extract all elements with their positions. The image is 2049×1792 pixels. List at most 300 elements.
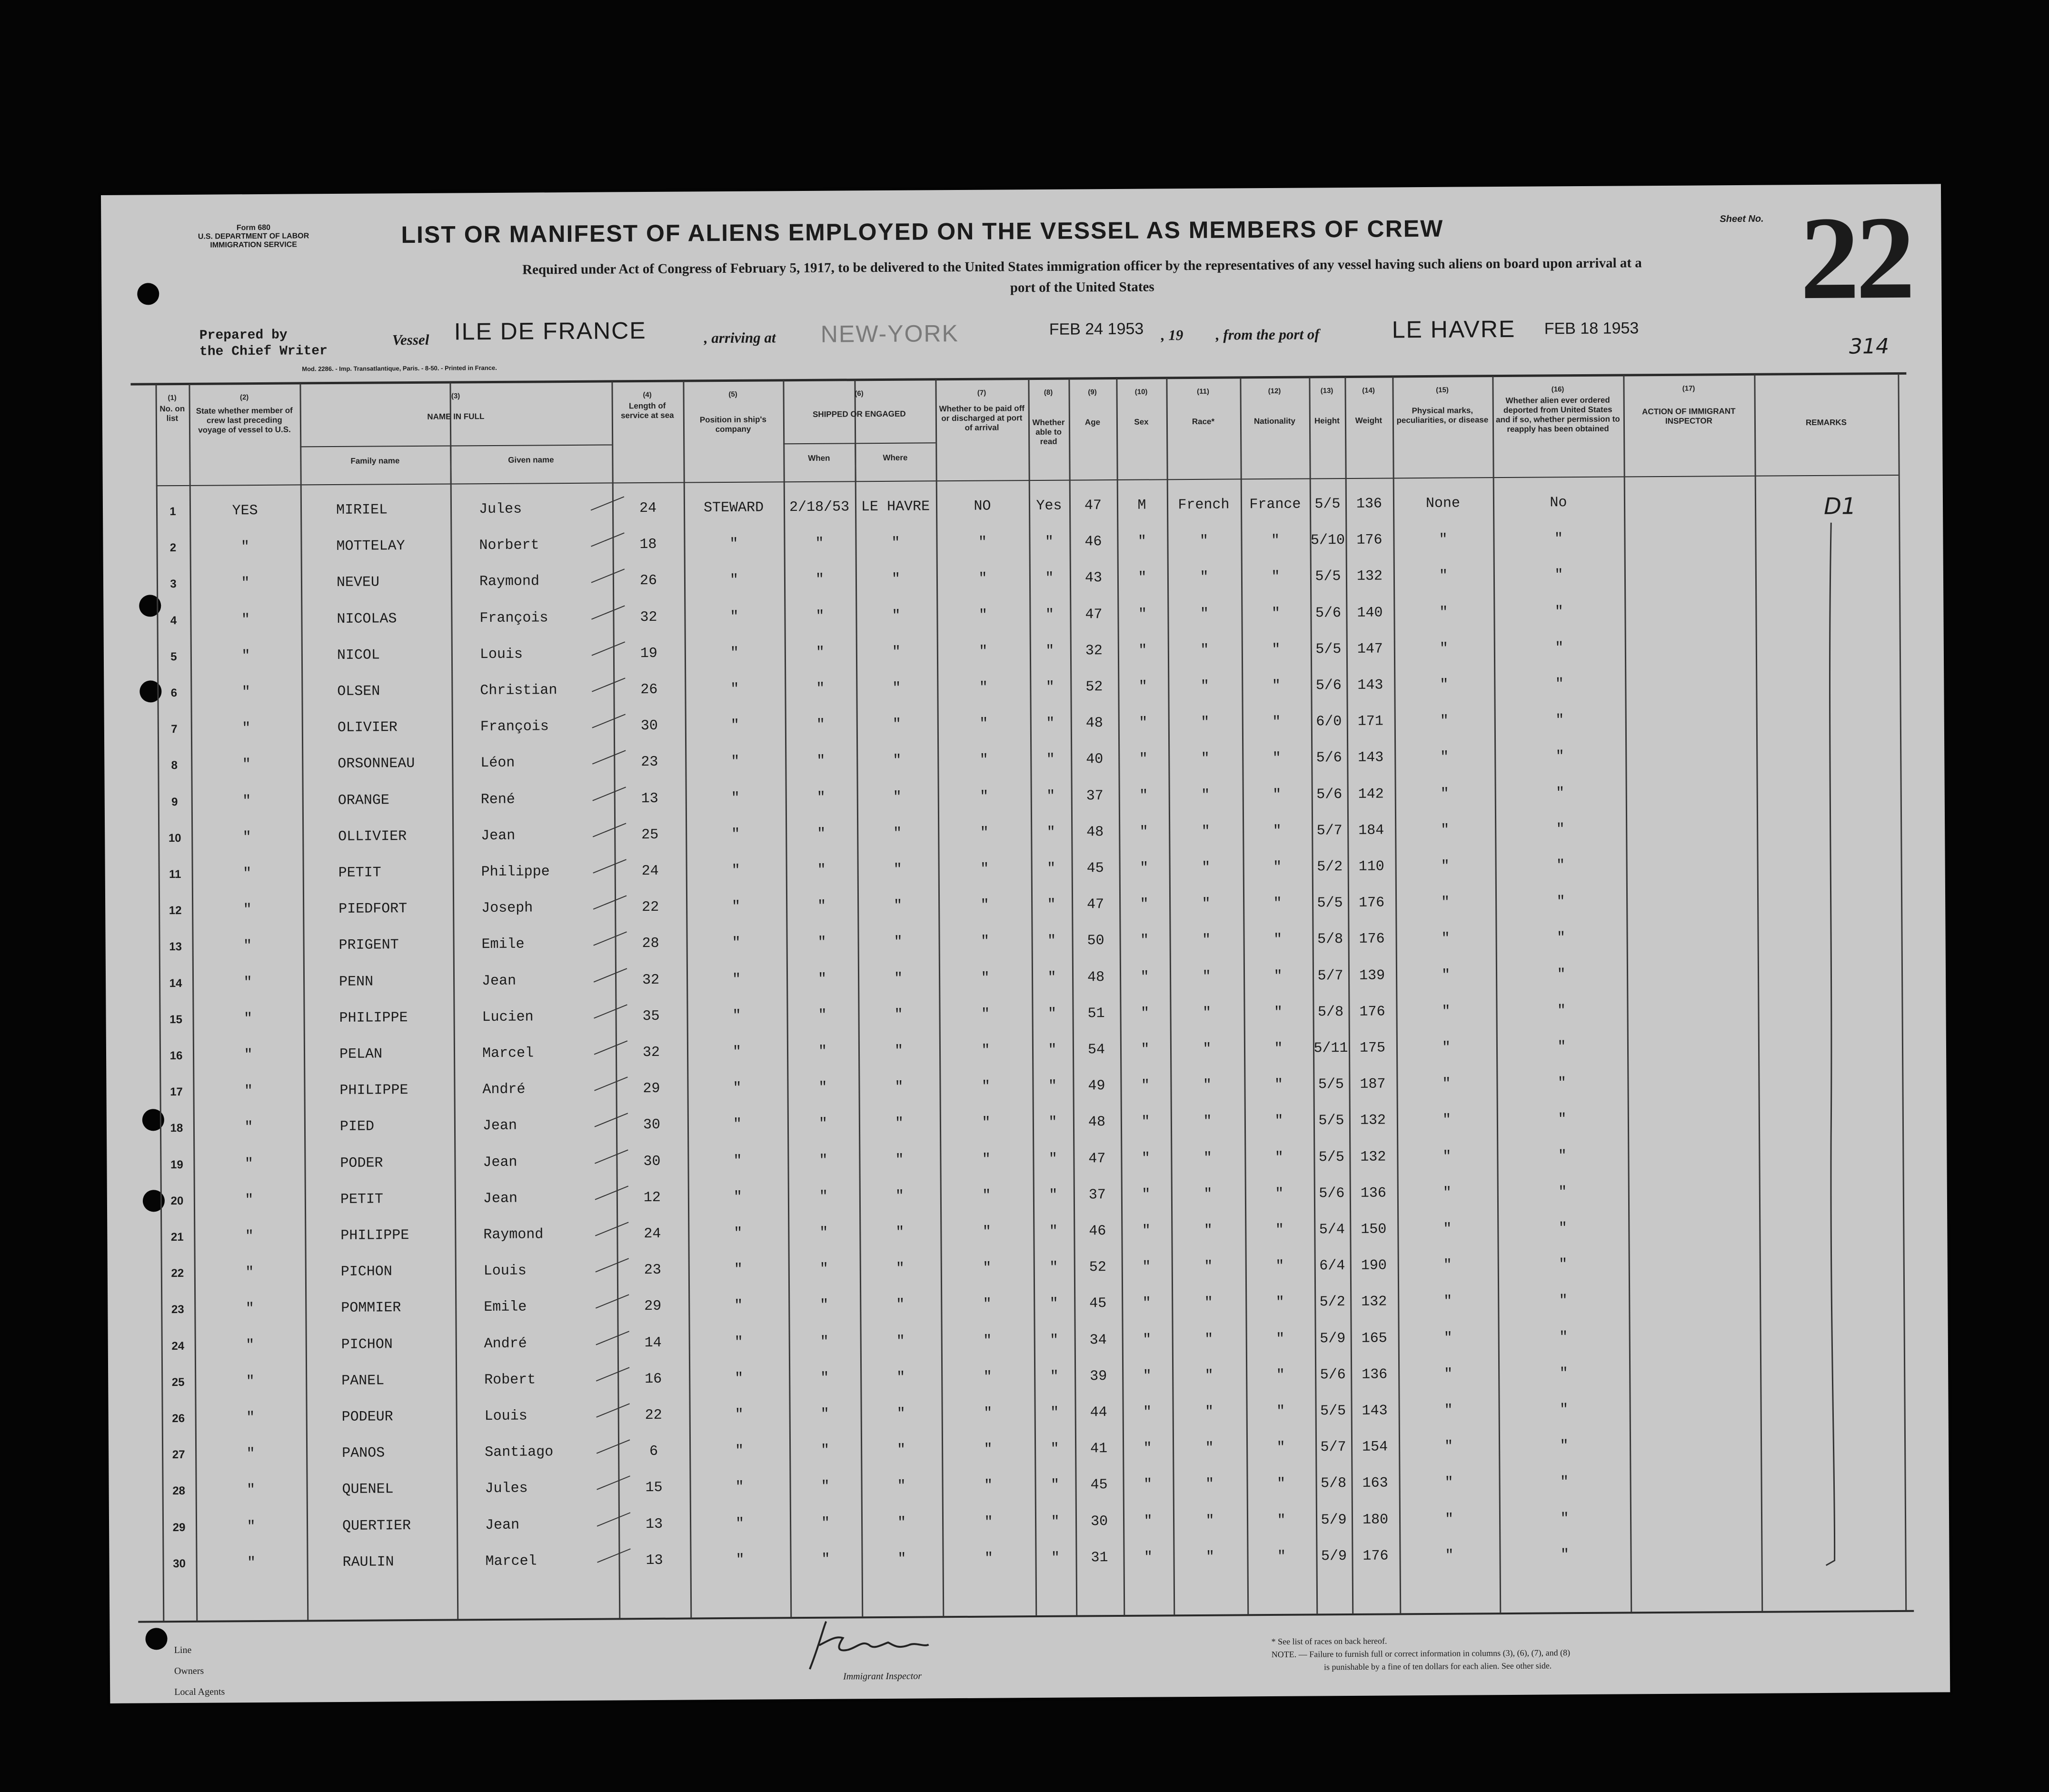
column-number: (2) <box>239 393 249 402</box>
length-of-service: 35 <box>642 1008 660 1025</box>
height: 5/5 <box>1314 496 1341 513</box>
remarks-mark: D1 <box>1823 493 1856 520</box>
length-of-service: 14 <box>644 1334 662 1352</box>
shipped-when: " <box>816 644 825 661</box>
nationality: " <box>1273 823 1282 839</box>
weight: 136 <box>1360 1185 1386 1202</box>
height: 5/10 <box>1310 532 1345 549</box>
row-number: 20 <box>170 1194 184 1208</box>
able-to-read: " <box>1050 1477 1060 1493</box>
ever-deported: " <box>1558 1111 1567 1128</box>
column-rule <box>1392 377 1401 1613</box>
ever-deported: " <box>1556 930 1566 946</box>
row-number: 15 <box>169 1013 183 1026</box>
column-rule <box>683 381 692 1618</box>
height: 5/11 <box>1313 1040 1348 1057</box>
ever-deported: " <box>1557 1003 1566 1019</box>
family-name: ORSONNEAU <box>338 755 415 772</box>
check-tick <box>591 1328 634 1348</box>
shipped-when: " <box>817 862 826 878</box>
nationality: " <box>1275 1258 1284 1274</box>
given-name: Joseph <box>481 900 533 917</box>
column-number: (1) <box>168 394 177 402</box>
given-name: Louis <box>484 1408 527 1425</box>
position: " <box>729 536 738 552</box>
row-number: 21 <box>170 1230 184 1244</box>
sex: " <box>1142 1259 1151 1275</box>
height: 5/6 <box>1320 1367 1346 1384</box>
column-header: Height <box>1314 416 1340 426</box>
year-label: , 19 <box>1161 327 1184 344</box>
signature-caption: Immigrant Inspector <box>843 1671 922 1682</box>
able-to-read: " <box>1047 933 1056 949</box>
race: " <box>1200 678 1209 695</box>
position: " <box>734 1334 743 1351</box>
ever-deported: " <box>1560 1547 1570 1563</box>
given-name: Christian <box>480 682 557 699</box>
family-name: PRIGENT <box>338 937 399 954</box>
height: 5/6 <box>1319 1185 1345 1202</box>
sex: " <box>1142 1223 1151 1239</box>
weight: 176 <box>1363 1548 1389 1564</box>
paid-off: NO <box>974 498 991 515</box>
physical-marks: " <box>1442 1039 1451 1056</box>
length-of-service: 32 <box>642 1044 660 1061</box>
member-last-voyage: " <box>243 902 252 918</box>
family-name: QUERTIER <box>342 1518 411 1534</box>
check-tick <box>587 747 630 767</box>
shipped-when: " <box>816 717 825 733</box>
height: 5/5 <box>1317 895 1343 912</box>
able-to-read: " <box>1049 1223 1058 1240</box>
shipped-where: " <box>895 1260 905 1277</box>
given-name: François <box>479 610 548 627</box>
family-name: OLSEN <box>337 683 380 700</box>
length-of-service: 28 <box>642 935 659 952</box>
position: " <box>735 1443 744 1459</box>
family-name: QUENEL <box>342 1481 394 1498</box>
nationality: " <box>1277 1548 1286 1565</box>
given-name: Robert <box>484 1372 536 1389</box>
race: " <box>1204 1222 1213 1239</box>
race: " <box>1201 750 1210 767</box>
physical-marks: " <box>1442 1003 1451 1020</box>
able-to-read: " <box>1046 751 1055 768</box>
prepared-by: Prepared by the Chief Writer <box>199 328 328 359</box>
length-of-service: 16 <box>645 1371 662 1388</box>
check-tick <box>586 494 629 513</box>
column-header: Length of service at sea <box>621 401 674 420</box>
length-of-service: 22 <box>642 899 659 916</box>
age: 34 <box>1089 1332 1107 1349</box>
check-tick <box>587 675 630 695</box>
column-rule <box>1754 375 1763 1612</box>
from-label: , from the port of <box>1215 326 1320 343</box>
sex: M <box>1137 497 1146 514</box>
family-name: NEVEU <box>336 574 380 591</box>
row-number: 17 <box>170 1085 183 1099</box>
age: 52 <box>1085 679 1103 696</box>
paid-off: " <box>984 1477 993 1494</box>
check-tick <box>591 1292 634 1311</box>
age: 47 <box>1088 1151 1106 1167</box>
family-name: PELAN <box>339 1046 383 1063</box>
race: " <box>1205 1440 1214 1456</box>
punch-hole <box>145 1628 167 1650</box>
weight: 147 <box>1357 641 1383 657</box>
shipped-when: " <box>820 1297 829 1314</box>
weight: 165 <box>1361 1330 1387 1347</box>
member-last-voyage: " <box>246 1446 255 1463</box>
physical-marks: " <box>1444 1402 1453 1419</box>
shipped-where: " <box>896 1296 905 1313</box>
age: 32 <box>1085 643 1103 659</box>
ever-deported: " <box>1555 748 1564 765</box>
check-tick <box>592 1546 635 1565</box>
shipped-where: " <box>891 571 901 587</box>
position: " <box>731 862 740 879</box>
family-name: PODER <box>340 1155 383 1172</box>
paid-off: " <box>979 643 988 660</box>
shipped-where: " <box>897 1478 906 1494</box>
paid-off: " <box>981 970 990 986</box>
shipped-when: " <box>818 1079 827 1096</box>
weight: 132 <box>1360 1112 1386 1129</box>
age: 45 <box>1090 1477 1108 1493</box>
age: 47 <box>1084 498 1102 514</box>
given-name: Louis <box>479 646 523 663</box>
row-number: 3 <box>170 577 177 591</box>
weight: 150 <box>1361 1221 1387 1238</box>
physical-marks: " <box>1441 894 1450 911</box>
row-number: 19 <box>170 1158 183 1172</box>
member-last-voyage: " <box>243 866 252 882</box>
given-name: Marcel <box>485 1553 537 1570</box>
shipped-when: " <box>819 1225 828 1241</box>
weight: 142 <box>1358 786 1384 803</box>
physical-marks: " <box>1441 930 1450 947</box>
shipped-where: " <box>894 970 903 987</box>
shipped-where: " <box>896 1333 905 1350</box>
family-name: PIED <box>339 1118 375 1135</box>
nationality: " <box>1276 1403 1285 1420</box>
height: 5/2 <box>1317 859 1343 876</box>
sex: " <box>1139 715 1148 731</box>
able-to-read: " <box>1048 1114 1057 1131</box>
paid-off: " <box>982 1187 991 1204</box>
age: 43 <box>1084 570 1103 587</box>
member-last-voyage: " <box>242 757 251 773</box>
column-rule <box>935 379 944 1616</box>
form-id-block: Form 680 U.S. DEPARTMENT OF LABOR IMMIGRATION SERVICE <box>198 223 309 249</box>
column-number: (13) <box>1320 387 1333 395</box>
column-number: (17) <box>1682 384 1695 393</box>
member-last-voyage: " <box>242 793 251 810</box>
length-of-service: 26 <box>640 681 658 698</box>
ever-deported: " <box>1559 1293 1568 1309</box>
given-name: Léon <box>480 755 515 772</box>
family-name: RAULIN <box>342 1554 394 1571</box>
column-header: Whether to be paid off or discharged at port of arrival <box>939 404 1025 432</box>
family-name: PENN <box>339 974 374 990</box>
family-name: PICHON <box>341 1336 393 1353</box>
nationality: " <box>1273 895 1282 912</box>
height: 5/5 <box>1315 568 1341 585</box>
shipped-where: " <box>894 897 903 914</box>
row-number: 11 <box>169 867 181 881</box>
member-last-voyage: " <box>244 1083 253 1100</box>
column-subheader: Family name <box>350 456 400 466</box>
nationality: " <box>1276 1475 1286 1492</box>
physical-marks: " <box>1439 640 1448 657</box>
age: 47 <box>1087 896 1104 913</box>
row-number: 2 <box>169 541 177 555</box>
nationality: " <box>1273 968 1283 985</box>
column-number: (12) <box>1268 387 1281 396</box>
physical-marks: " <box>1439 531 1448 548</box>
page-title: LIST OR MANIFEST OF ALIENS EMPLOYED ON THE VESSEL AS MEMBERS OF CREW <box>401 215 1444 249</box>
column-number: (5) <box>728 390 737 398</box>
height: 5/8 <box>1317 1004 1344 1021</box>
position: " <box>730 608 739 625</box>
position: " <box>731 753 740 770</box>
height: 5/5 <box>1318 1113 1344 1129</box>
nationality: " <box>1274 1040 1283 1057</box>
column-number: (10) <box>1134 388 1148 396</box>
paid-off: " <box>979 716 988 732</box>
paid-off: " <box>981 1078 991 1095</box>
inspector-signature <box>790 1616 934 1674</box>
able-to-read: " <box>1045 570 1054 587</box>
weight: 171 <box>1357 713 1383 730</box>
check-tick <box>590 1110 633 1130</box>
ever-deported: " <box>1559 1329 1568 1346</box>
shipped-when: " <box>819 1152 828 1169</box>
shipped-when: " <box>815 535 824 552</box>
shipped-when: " <box>815 571 825 588</box>
paid-off: " <box>980 825 989 841</box>
shipped-where: " <box>894 1006 903 1023</box>
paid-off: " <box>981 1006 990 1023</box>
punch-hole <box>137 283 159 305</box>
given-name: André <box>482 1081 526 1098</box>
family-name: PANOS <box>342 1445 385 1462</box>
member-last-voyage: " <box>245 1192 254 1209</box>
sex: " <box>1144 1513 1153 1530</box>
paid-off: " <box>982 1224 991 1240</box>
physical-marks: " <box>1443 1293 1452 1310</box>
shipped-where: " <box>892 607 901 624</box>
shipped-where: " <box>895 1224 905 1241</box>
check-tick <box>590 1219 633 1239</box>
column-number <box>1754 383 1898 384</box>
length-of-service: 22 <box>645 1407 662 1424</box>
paid-off: " <box>984 1405 993 1422</box>
column-rule <box>1116 378 1125 1615</box>
length-of-service: 32 <box>640 609 657 626</box>
column-header: Sex <box>1134 417 1149 427</box>
weight: 143 <box>1358 749 1384 766</box>
able-to-read: " <box>1047 896 1056 913</box>
race: French <box>1178 497 1230 514</box>
member-last-voyage: " <box>245 1228 254 1245</box>
height: 5/9 <box>1320 1331 1346 1347</box>
age: 37 <box>1088 1187 1106 1204</box>
column-subheader: When <box>808 453 830 463</box>
column-rule <box>1028 379 1037 1616</box>
race: " <box>1202 968 1211 985</box>
physical-marks: " <box>1441 822 1450 838</box>
given-name: Raymond <box>479 573 540 590</box>
family-name: PHILIPPE <box>339 1010 408 1026</box>
shipped-where: " <box>897 1551 906 1567</box>
nationality: " <box>1272 750 1281 767</box>
name-sub-rule <box>300 444 612 447</box>
row-number: 30 <box>173 1557 186 1571</box>
sex: " <box>1139 751 1148 767</box>
paid-off: " <box>984 1550 994 1567</box>
column-rule <box>1623 375 1632 1612</box>
position: " <box>735 1515 745 1532</box>
check-tick <box>592 1473 635 1493</box>
check-tick <box>587 639 630 658</box>
position: " <box>732 898 741 915</box>
physical-marks: " <box>1443 1330 1452 1346</box>
height: 5/6 <box>1316 786 1343 803</box>
physical-marks: " <box>1440 713 1449 729</box>
column-header: Age <box>1084 418 1101 427</box>
weight: 187 <box>1360 1076 1386 1093</box>
given-name: Marcel <box>482 1045 534 1062</box>
age: 48 <box>1088 1114 1106 1131</box>
nationality: " <box>1276 1331 1285 1347</box>
ever-deported: " <box>1557 966 1566 983</box>
ever-deported: " <box>1559 1365 1568 1382</box>
shipped-where: " <box>894 1043 904 1059</box>
ever-deported: " <box>1558 1148 1567 1165</box>
check-tick <box>587 711 630 731</box>
paid-off: " <box>984 1514 993 1531</box>
nationality: " <box>1274 1113 1283 1129</box>
shipped-when: " <box>817 971 827 987</box>
check-tick <box>592 1510 635 1529</box>
family-name: MIRIEL <box>336 502 388 518</box>
race: " <box>1204 1331 1213 1348</box>
race: " <box>1205 1513 1214 1529</box>
shipped-when: " <box>820 1406 829 1423</box>
weight: 132 <box>1360 1149 1386 1165</box>
shipped-where: " <box>896 1369 905 1386</box>
race: " <box>1204 1186 1213 1203</box>
check-tick <box>592 1437 635 1456</box>
row-number: 23 <box>171 1303 184 1316</box>
position: " <box>734 1225 743 1242</box>
shipped-where: " <box>897 1514 906 1531</box>
physical-marks: " <box>1444 1474 1453 1491</box>
race: " <box>1205 1404 1214 1420</box>
column-rule <box>1898 374 1907 1611</box>
member-last-voyage: " <box>247 1555 256 1572</box>
height: 5/9 <box>1321 1512 1347 1529</box>
able-to-read: Yes <box>1036 498 1062 515</box>
row-number: 24 <box>171 1339 185 1353</box>
position: " <box>732 1007 741 1024</box>
member-last-voyage: " <box>243 975 252 991</box>
ever-deported: " <box>1558 1184 1567 1201</box>
row-number: 22 <box>171 1266 184 1280</box>
sex: " <box>1137 533 1147 550</box>
length-of-service: 29 <box>643 1080 660 1097</box>
age: 52 <box>1089 1259 1106 1276</box>
age: 40 <box>1086 751 1104 768</box>
height: 5/5 <box>1318 1076 1344 1093</box>
check-tick <box>589 966 632 985</box>
weight: 110 <box>1358 858 1384 875</box>
physical-marks: " <box>1443 1257 1452 1274</box>
weight: 132 <box>1356 568 1383 585</box>
family-name: PETIT <box>338 865 381 881</box>
ever-deported: " <box>1556 821 1565 838</box>
able-to-read: " <box>1046 824 1055 841</box>
shipped-where: " <box>893 752 902 769</box>
sheet-label: Sheet No. <box>1720 213 1764 225</box>
check-tick <box>589 1074 632 1094</box>
column-header: Whether alien ever ordered deported from United States and if so, whether permission to reapply has been obtained <box>1496 395 1620 434</box>
age: 50 <box>1087 933 1104 949</box>
family-name: NICOLAS <box>337 611 397 627</box>
length-of-service: 29 <box>644 1298 662 1315</box>
age: 48 <box>1086 824 1104 841</box>
weight: 180 <box>1362 1512 1389 1528</box>
member-last-voyage: " <box>245 1301 254 1317</box>
paid-off: " <box>983 1260 992 1276</box>
height: 6/0 <box>1316 714 1342 730</box>
physical-marks: " <box>1444 1438 1453 1455</box>
shipped-where: " <box>892 680 901 697</box>
form-subtitle: Required under Act of Congress of February 5, 1917, to be delivered to the United States immigration officer by the representatives of any vessel having such aliens on board upon arrival at a port of the United States <box>522 255 1642 296</box>
column-header: Weight <box>1355 416 1383 425</box>
length-of-service: 32 <box>642 972 660 989</box>
family-name: ORANGE <box>338 792 389 809</box>
race: " <box>1200 569 1209 586</box>
position: " <box>736 1552 745 1568</box>
able-to-read: " <box>1051 1513 1060 1530</box>
paid-off: " <box>980 933 990 950</box>
able-to-read: " <box>1047 969 1056 986</box>
column-rule <box>155 384 164 1621</box>
age: 48 <box>1087 969 1105 986</box>
physical-marks: " <box>1440 677 1449 693</box>
able-to-read: " <box>1047 1006 1057 1022</box>
shipped-where: " <box>895 1188 904 1205</box>
shipped-when: " <box>819 1261 828 1277</box>
able-to-read: " <box>1050 1332 1059 1349</box>
given-name: Jean <box>481 827 516 845</box>
column-number: (9) <box>1088 388 1097 397</box>
printer-line: Mod. 2286. - Imp. Transatlantique, Paris. - 8-50. - Printed in France. <box>302 364 497 373</box>
footer-labels: Line Owners Local Agents <box>174 1644 225 1698</box>
ever-deported: " <box>1554 531 1563 548</box>
shipped-where: " <box>895 1152 904 1168</box>
ever-deported: " <box>1560 1474 1569 1491</box>
race: " <box>1203 1041 1212 1057</box>
column-header: Nationality <box>1253 416 1295 426</box>
sex: " <box>1138 606 1147 623</box>
paid-off: " <box>978 534 987 551</box>
length-of-service: 12 <box>643 1189 661 1206</box>
weight: 143 <box>1357 677 1383 694</box>
weight: 176 <box>1359 1004 1385 1020</box>
